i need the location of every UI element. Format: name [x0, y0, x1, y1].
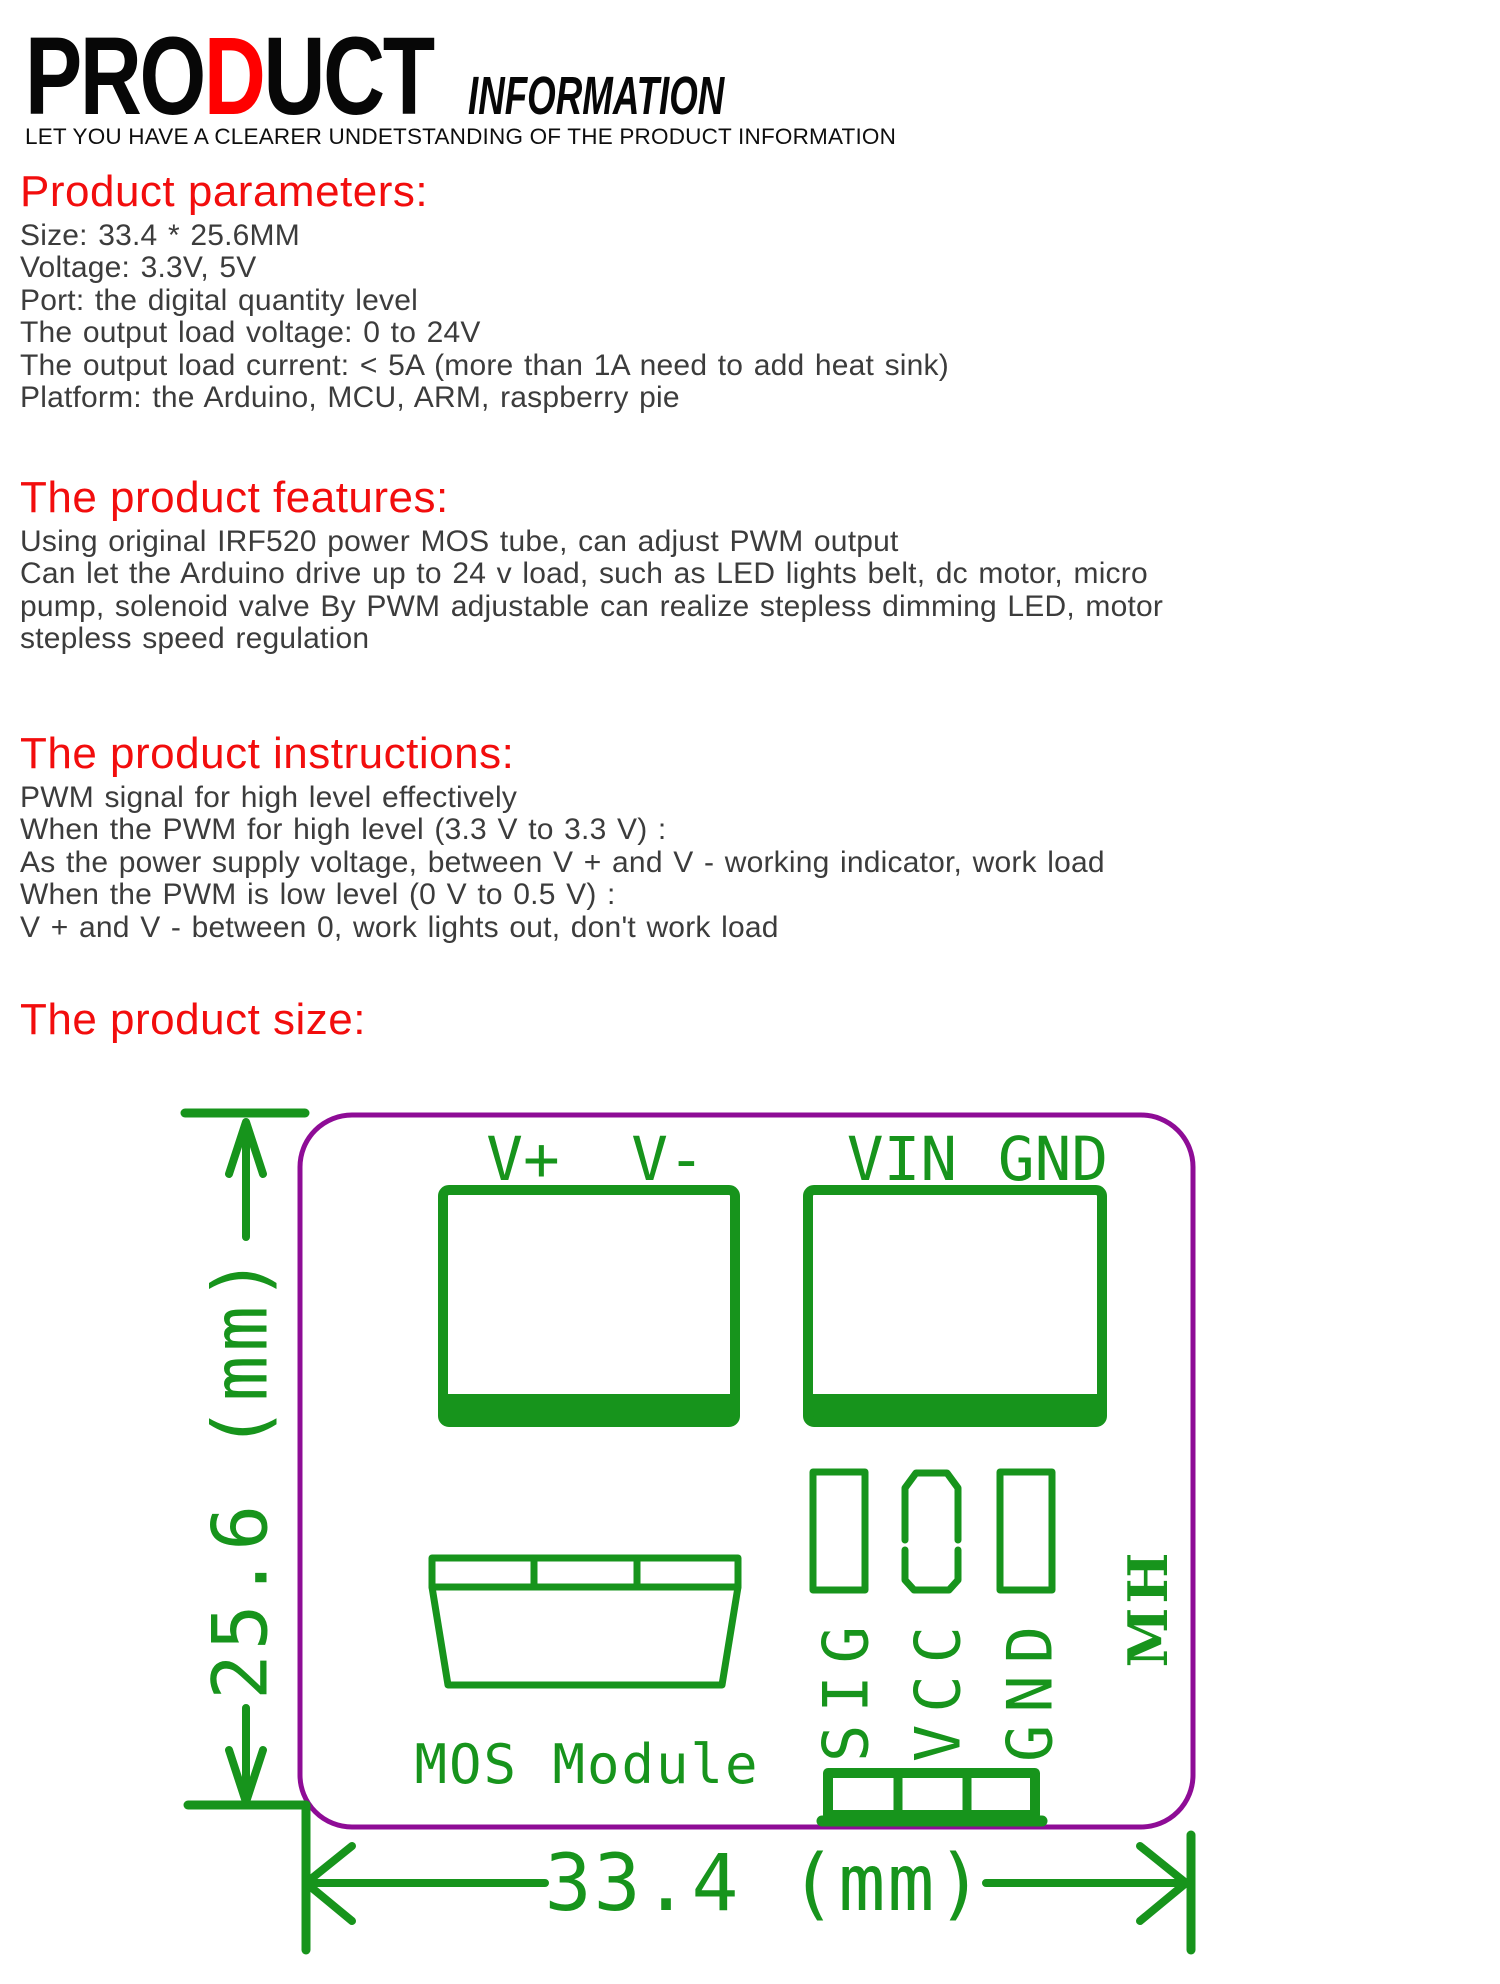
section-heading: Product parameters: — [20, 167, 429, 216]
param-line: The output load current: < 5A (more than 1A need to add heat sink) — [20, 348, 949, 382]
param-line: Size: 33.4 * 25.6MM — [20, 219, 300, 252]
pin-label-gnd-top: GND — [997, 1124, 1109, 1195]
connector-dividers — [898, 1773, 967, 1815]
instruction-line: When the PWM for high level (3.3 V to 3.3 V) : — [20, 813, 667, 847]
terminal-bar — [445, 1394, 733, 1420]
section-features — [20, 472, 1163, 656]
mos-transistor-footprint — [432, 1558, 738, 1685]
mos-header-dividers — [534, 1558, 637, 1587]
pad-vcc-bottom — [905, 1550, 958, 1590]
tagline: LET YOU HAVE A CLEARER UNDETSTANDING OF THE PRODUCT INFORMATION — [25, 124, 897, 149]
title-product: PRODUCT — [25, 15, 433, 138]
section-size — [20, 994, 366, 1048]
dim-arrow-left — [306, 1846, 545, 1921]
mos-module-label: MOS Module — [414, 1733, 760, 1796]
feature-line: Can let the Arduino drive up to 24 v load, such as LED lights belt, dc motor, micro — [20, 557, 1148, 591]
pin-label-gnd-bottom: GND — [993, 1614, 1067, 1762]
feature-line: stepless speed regulation — [20, 622, 370, 656]
section-heading: The product features: — [20, 473, 449, 522]
dim-arrow-right — [986, 1846, 1186, 1921]
mos-header — [432, 1558, 738, 1587]
section-heading: The product size: — [20, 995, 366, 1044]
pad-vcc-top — [905, 1473, 958, 1540]
mos-body — [432, 1587, 738, 1685]
height-dim-label: 25.6 (mm) — [195, 1252, 285, 1700]
section-parameters — [20, 166, 949, 414]
pad-vcc — [905, 1473, 958, 1590]
terminal-block-output — [443, 1190, 735, 1422]
signal-connector — [822, 1773, 1042, 1821]
param-line: Voltage: 3.3V, 5V — [20, 251, 257, 285]
param-line: Platform: the Arduino, MCU, ARM, raspberry pie — [20, 381, 680, 415]
pin-label-vplus: V+ — [486, 1124, 560, 1195]
param-line: The output load voltage: 0 to 24V — [20, 316, 481, 350]
section-heading: The product instructions: — [20, 729, 515, 778]
pin-label-sig: SIG — [809, 1614, 883, 1762]
terminal-block-input — [808, 1190, 1102, 1422]
product-size-diagram — [0, 1060, 1500, 1984]
section-instructions — [20, 728, 1105, 944]
dim-arrow-down — [229, 1708, 263, 1802]
pin-label-vcc: VCC — [901, 1614, 975, 1762]
feature-line: Using original IRF520 power MOS tube, can adjust PWM output — [20, 525, 899, 558]
terminal-bar — [810, 1394, 1100, 1420]
pin-label-vin: VIN — [846, 1124, 958, 1195]
instruction-line: As the power supply voltage, between V + and V - working indicator, work load — [20, 845, 1105, 879]
connector-outline — [828, 1773, 1035, 1815]
instruction-line: PWM signal for high level effectively — [20, 781, 518, 814]
terminal-outline — [443, 1190, 735, 1422]
brand-mark: MH — [1116, 1548, 1180, 1668]
pad-gnd — [1000, 1472, 1052, 1590]
pad-sig — [813, 1472, 865, 1590]
title-information: INFORMATION — [467, 66, 725, 126]
feature-line: pump, solenoid valve By PWM adjustable can realize stepless dimming LED, motor — [20, 589, 1164, 623]
terminal-outline — [808, 1190, 1102, 1422]
pin-label-vminus: V- — [631, 1124, 705, 1195]
height-dimension — [185, 1113, 306, 1805]
instruction-line: When the PWM is low level (0 V to 0.5 V) : — [20, 878, 616, 912]
width-dim-label: 33.4 (mm) — [544, 1839, 986, 1929]
title-accent-letter: D — [203, 15, 264, 138]
param-line: Port: the digital quantity level — [20, 283, 418, 317]
dim-arrow-up — [229, 1122, 263, 1237]
instruction-line: V + and V - between 0, work lights out, don't work load — [20, 910, 779, 944]
